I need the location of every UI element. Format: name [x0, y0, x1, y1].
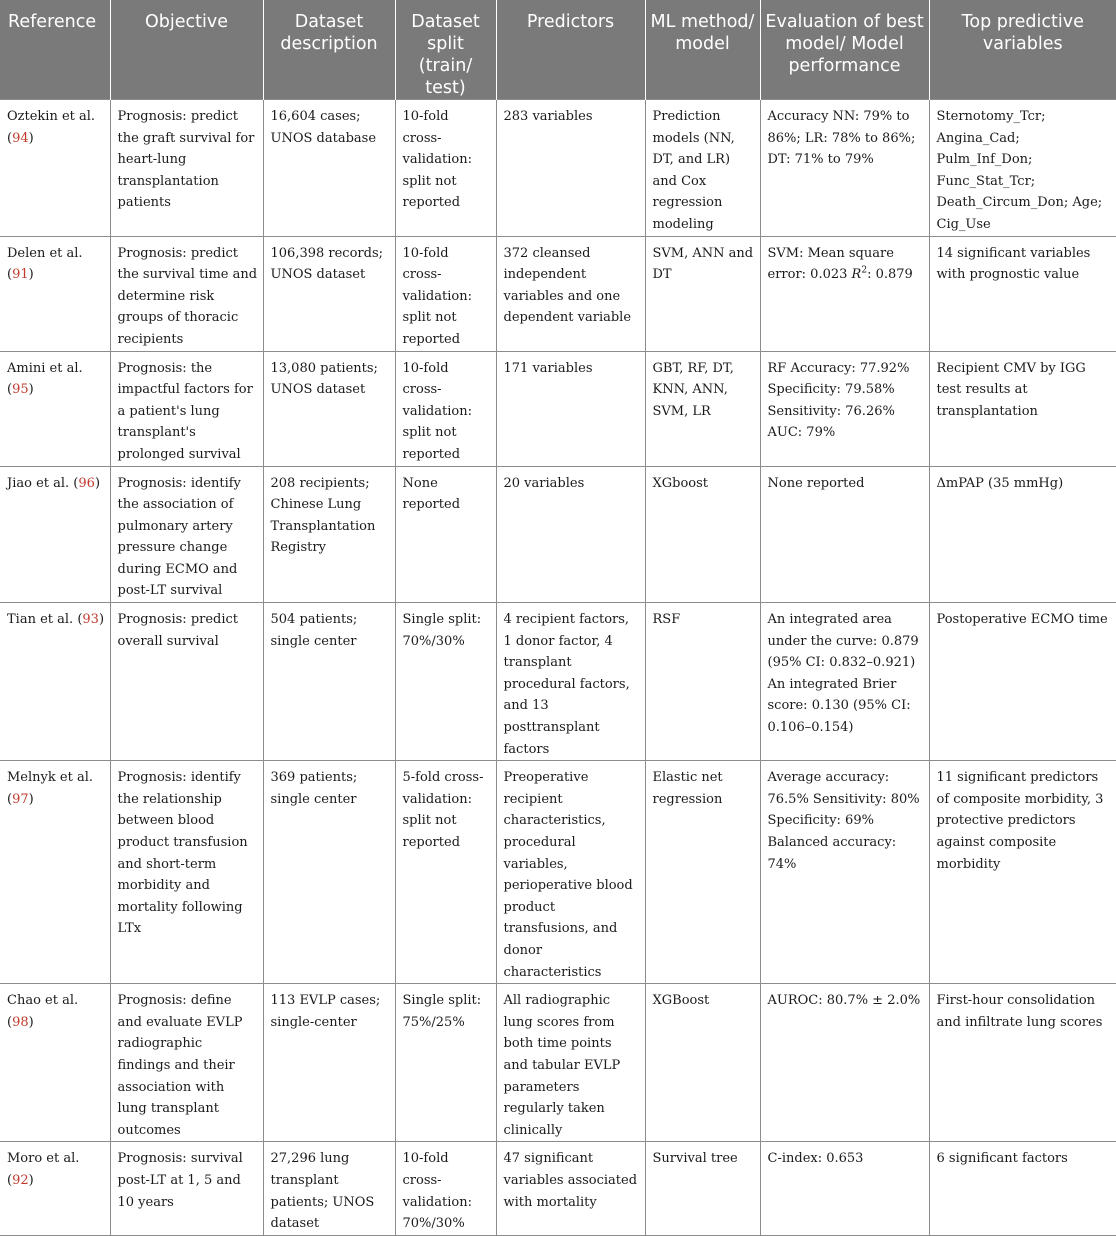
cell-dataset: 106,398 records; UNOS dataset: [263, 236, 395, 351]
citation-link[interactable]: 96: [78, 475, 95, 491]
table-row: [0, 1142, 1116, 1235]
cell-reference: Delen et al. (91): [0, 236, 110, 351]
cell-evaluation: Accuracy NN: 79% to 86%; LR: 78% to 86%; DT: 71% to 79%: [760, 100, 929, 237]
cell-top-variables: Postoperative ECMO time: [929, 603, 1116, 761]
header-predictors: Predictors: [496, 0, 645, 100]
header-ml-method: ML method/ model: [645, 0, 760, 100]
author-name: Melnyk et al.: [7, 770, 93, 786]
table-row: [0, 351, 1116, 466]
cell-top-variables: First-hour consolidation and infiltrate lung scores: [929, 984, 1116, 1142]
header-reference: Reference: [0, 0, 110, 100]
cell-split: Single split: 75%/25%: [395, 984, 496, 1142]
cell-evaluation: AUROC: 80.7% ± 2.0%: [760, 984, 929, 1142]
cell-objective: Prognosis: identify the relationship between blood product transfusion and short-term morbidity and mortality following LTx: [110, 761, 263, 984]
cell-split: 10-fold cross-validation: split not reported: [395, 351, 496, 466]
cell-top-variables: 14 significant variables with prognostic value: [929, 236, 1116, 351]
cell-method: Prediction models (NN, DT, and LR) and Cox regression modeling: [645, 100, 760, 237]
header-evaluation: Evaluation of best model/ Model performance: [760, 0, 929, 100]
cell-method: Survival tree: [645, 1142, 760, 1235]
author-name: Jiao et al.: [7, 475, 70, 491]
cell-dataset: 113 EVLP cases; single-center: [263, 984, 395, 1142]
cell-objective: Prognosis: survival post-LT at 1, 5 and 10 years: [110, 1142, 263, 1235]
cell-method: XGboost: [645, 466, 760, 603]
header-row: [0, 0, 1116, 100]
citation-link[interactable]: 94: [12, 130, 29, 146]
cell-top-variables: ΔmPAP (35 mmHg): [929, 466, 1116, 603]
citation-link[interactable]: 91: [12, 267, 29, 283]
cell-predictors: 47 significant variables associated with mortality: [496, 1142, 645, 1235]
cell-evaluation: Average accuracy: 76.5% Sensitivity: 80% Specificity: 69% Balanced accuracy: 74%: [760, 761, 929, 984]
cell-reference: Tian et al. (93): [0, 603, 110, 761]
cell-reference: Jiao et al. (96): [0, 466, 110, 603]
cell-top-variables: Recipient CMV by IGG test results at transplantation: [929, 351, 1116, 466]
cell-top-variables: 11 significant predictors of composite morbidity, 3 protective predictors against composite morbidity: [929, 761, 1116, 984]
cell-evaluation: None reported: [760, 466, 929, 603]
table-row: [0, 761, 1116, 984]
cell-objective: Prognosis: define and evaluate EVLP radiographic findings and their association with lung transplant outcomes: [110, 984, 263, 1142]
cell-dataset: 369 patients; single center: [263, 761, 395, 984]
cell-predictors: 372 cleansed independent variables and one dependent variable: [496, 236, 645, 351]
cell-predictors: 283 variables: [496, 100, 645, 237]
header-dataset-description: Dataset description: [263, 0, 395, 100]
table-row: [0, 236, 1116, 351]
cell-method: GBT, RF, DT, KNN, ANN, SVM, LR: [645, 351, 760, 466]
cell-objective: Prognosis: identify the association of pulmonary artery pressure change during ECMO and post-LT survival: [110, 466, 263, 603]
citation-link[interactable]: 95: [12, 382, 29, 398]
author-name: Chao et al.: [7, 993, 79, 1009]
cell-method: RSF: [645, 603, 760, 761]
cell-evaluation: C-index: 0.653: [760, 1142, 929, 1235]
header-top-variables: Top predictive variables: [929, 0, 1116, 100]
cell-split: None reported: [395, 466, 496, 603]
table-row: [0, 603, 1116, 761]
author-name: Delen et al.: [7, 245, 83, 261]
table-row: [0, 466, 1116, 603]
table-header: [0, 0, 1116, 100]
cell-objective: Prognosis: predict overall survival: [110, 603, 263, 761]
cell-dataset: 13,080 patients; UNOS dataset: [263, 351, 395, 466]
table-body: [0, 100, 1116, 1236]
cell-method: Elastic net regression: [645, 761, 760, 984]
header-dataset-split: Dataset split (train/ test): [395, 0, 496, 100]
author-name: Amini et al.: [7, 360, 83, 376]
cell-split: 5-fold cross-validation: split not reported: [395, 761, 496, 984]
cell-split: 10-fold cross-validation: 70%/30%: [395, 1142, 496, 1235]
citation-link[interactable]: 97: [12, 791, 29, 807]
cell-reference: Chao et al. (98): [0, 984, 110, 1142]
cell-top-variables: Sternotomy_Tcr; Angina_Cad; Pulm_Inf_Don; Func_Stat_Tcr; Death_Circum_Don; Age; Cig_Use: [929, 100, 1116, 237]
cell-reference: Oztekin et al. (94): [0, 100, 110, 237]
cell-evaluation: An integrated area under the curve: 0.879 (95% CI: 0.832–0.921) An integrated Brier score: 0.130 (95% CI: 0.106–0.154): [760, 603, 929, 761]
citation-link[interactable]: 92: [12, 1172, 29, 1188]
cell-split: 10-fold cross-validation: split not reported: [395, 100, 496, 237]
cell-evaluation: SVM: Mean square error: 0.023 $R^2$: 0.879: [760, 236, 929, 351]
cell-dataset: 27,296 lung transplant patients; UNOS dataset: [263, 1142, 395, 1235]
author-name: Tian et al.: [7, 612, 74, 628]
cell-objective: Prognosis: predict the graft survival for heart-lung transplantation patients: [110, 100, 263, 237]
cell-predictors: All radiographic lung scores from both time points and tabular EVLP parameters regularly taken clinically: [496, 984, 645, 1142]
cell-dataset: 208 recipients; Chinese Lung Transplantation Registry: [263, 466, 395, 603]
cell-predictors: 171 variables: [496, 351, 645, 466]
author-name: Moro et al.: [7, 1151, 80, 1167]
table-row: [0, 100, 1116, 237]
cell-split: Single split: 70%/30%: [395, 603, 496, 761]
cell-method: XGBoost: [645, 984, 760, 1142]
cell-split: 10-fold cross-validation: split not reported: [395, 236, 496, 351]
cell-evaluation: RF Accuracy: 77.92% Specificity: 79.58% Sensitivity: 76.26% AUC: 79%: [760, 351, 929, 466]
cell-predictors: 4 recipient factors, 1 donor factor, 4 transplant procedural factors, and 13 posttransplant factors: [496, 603, 645, 761]
cell-reference: Melnyk et al. (97): [0, 761, 110, 984]
cell-dataset: 504 patients; single center: [263, 603, 395, 761]
cell-objective: Prognosis: the impactful factors for a patient's lung transplant's prolonged survival: [110, 351, 263, 466]
cell-predictors: 20 variables: [496, 466, 645, 603]
cell-predictors: Preoperative recipient characteristics, procedural variables, perioperative blood product transfusions, and donor characteristics: [496, 761, 645, 984]
cell-method: SVM, ANN and DT: [645, 236, 760, 351]
citation-link[interactable]: 93: [82, 612, 99, 628]
author-name: Oztekin et al.: [7, 109, 96, 124]
header-objective: Objective: [110, 0, 263, 100]
cell-reference: Amini et al. (95): [0, 351, 110, 466]
cell-dataset: 16,604 cases; UNOS database: [263, 100, 395, 237]
cell-objective: Prognosis: predict the survival time and determine risk groups of thoracic recipients: [110, 236, 263, 351]
citation-link[interactable]: 98: [12, 1014, 29, 1030]
cell-top-variables: 6 significant factors: [929, 1142, 1116, 1235]
table-row: [0, 984, 1116, 1142]
cell-reference: Moro et al. (92): [0, 1142, 110, 1235]
